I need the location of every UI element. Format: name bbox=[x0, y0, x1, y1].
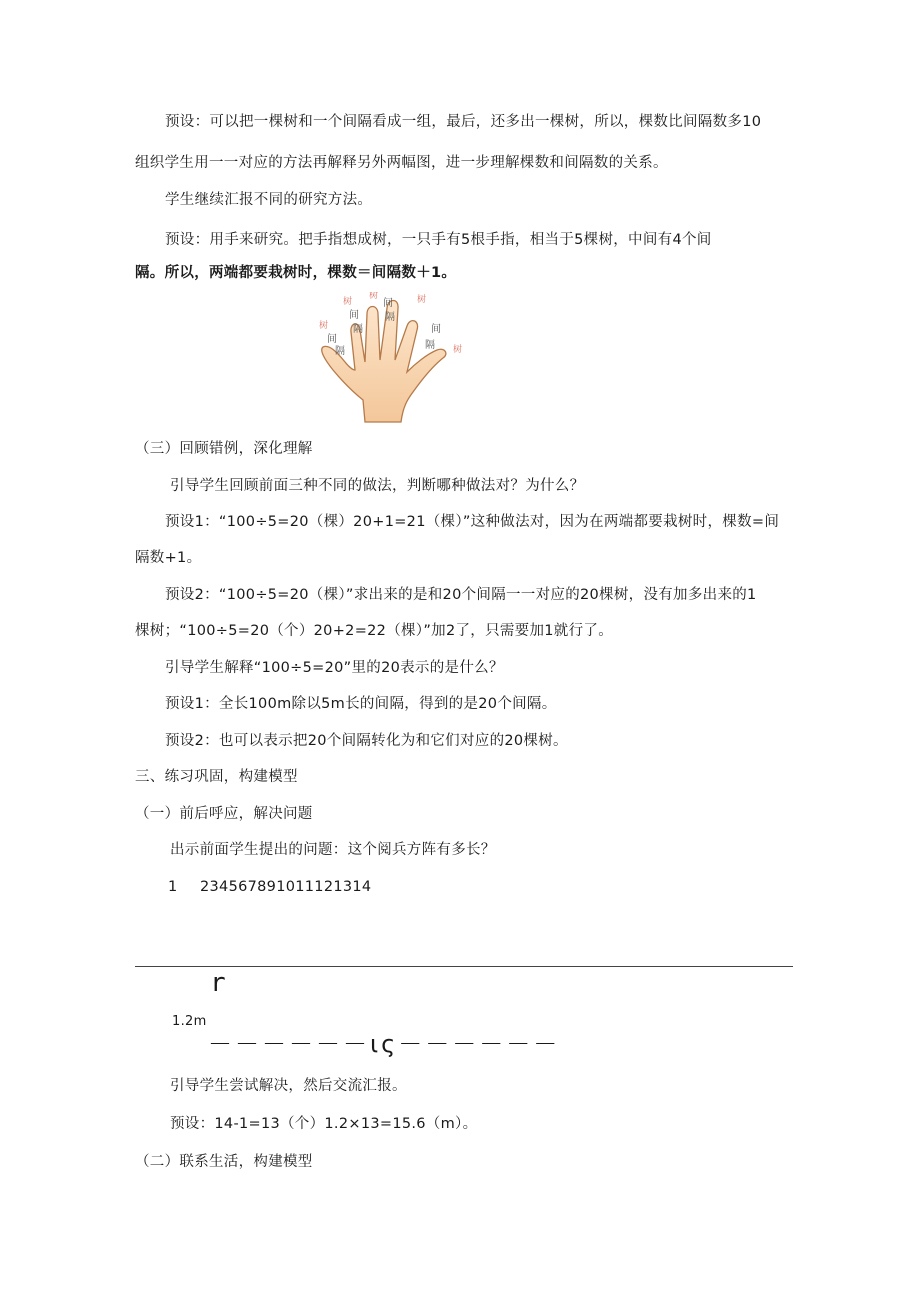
paragraph-solution: 预设：14-1=13（个）1.2×13=15.6（m）。 bbox=[170, 1116, 478, 1132]
tree-label-4: 树 bbox=[417, 295, 427, 305]
gap-label-3b: 隔 bbox=[385, 312, 395, 323]
heading-review-errors: （三）回顾错例，深化理解 bbox=[135, 441, 313, 457]
hand-diagram bbox=[305, 292, 470, 427]
figure-glyph-r: r bbox=[210, 968, 226, 998]
number-label-first: 1 bbox=[168, 879, 178, 895]
paragraph-guide-review: 引导学生回顾前面三种不同的做法，判断哪种做法对？为什么？ bbox=[170, 478, 585, 494]
number-label-sequence: 234567891011121314 bbox=[200, 879, 372, 895]
paragraph-preset-1-cont: 隔数+1。 bbox=[135, 550, 202, 566]
paragraph-continue-report: 学生继续汇报不同的研究方法。 bbox=[165, 192, 373, 208]
gap-label-1b: 隔 bbox=[335, 346, 345, 357]
gap-label-4b: 隔 bbox=[425, 340, 435, 351]
paragraph-preset-1: 预设1：“100÷5=20（棵）20+1=21（棵）”这种做法对，因为在两端都要栽树时，棵数=间 bbox=[165, 514, 780, 530]
tree-label-5: 树 bbox=[453, 345, 463, 355]
figure-divider bbox=[135, 966, 793, 967]
paragraph-preset-2-cont: 棵树；“100÷5=20（个）20+2=22（棵）”加2了，只需要加1就行了。 bbox=[135, 623, 613, 639]
tree-label-3: 树 bbox=[369, 292, 379, 301]
figure-dashes: －－－－－－ις－－－－－－ bbox=[208, 1030, 561, 1058]
paragraph-explain-preset-2: 预设2：也可以表示把20个间隔转化为和它们对应的20棵树。 bbox=[165, 733, 568, 749]
paragraph-show-question: 出示前面学生提出的问题：这个阅兵方阵有多长？ bbox=[170, 842, 496, 858]
gap-label-1a: 间 bbox=[327, 334, 337, 345]
paragraph-preset-hand: 预设：用手来研究。把手指想成树，一只手有5根手指，相当于5棵树，中间有4个间 bbox=[165, 232, 712, 248]
gap-label-2a: 间 bbox=[349, 310, 359, 321]
gap-label-4a: 间 bbox=[431, 324, 441, 335]
tree-label-1: 树 bbox=[319, 321, 329, 331]
heading-echo: （一）前后呼应，解决问题 bbox=[135, 806, 313, 822]
hand-shape bbox=[322, 301, 446, 423]
paragraph-explain-preset-1: 预设1：全长100m除以5m长的间隔，得到的是20个间隔。 bbox=[165, 696, 557, 712]
heading-connect-life: （二）联系生活，构建模型 bbox=[135, 1154, 313, 1170]
tree-label-2: 树 bbox=[343, 297, 353, 307]
figure-length-label: 1.2m bbox=[172, 1014, 207, 1029]
paragraph-conclusion-formula: 隔。所以，两端都要栽树时，棵数＝间隔数＋1。 bbox=[135, 265, 457, 281]
gap-label-2b: 隔 bbox=[353, 324, 363, 335]
paragraph-preset-2: 预设2：“100÷5=20（棵）”求出来的是和20个间隔一一对应的20棵树，没有加多出来的1 bbox=[165, 587, 757, 603]
paragraph-organize: 组织学生用一一对应的方法再解释另外两幅图，进一步理解棵数和间隔数的关系。 bbox=[135, 155, 668, 171]
paragraph-try-solve: 引导学生尝试解决，然后交流汇报。 bbox=[170, 1078, 407, 1094]
paragraph-guide-explain: 引导学生解释“100÷5=20”里的20表示的是什么？ bbox=[165, 660, 504, 676]
heading-practice: 三、练习巩固，构建模型 bbox=[135, 769, 298, 785]
gap-label-3a: 间 bbox=[383, 298, 393, 309]
paragraph-preset-group: 预设：可以把一棵树和一个间隔看成一组，最后，还多出一棵树，所以，棵数比间隔数多10 bbox=[165, 114, 762, 130]
